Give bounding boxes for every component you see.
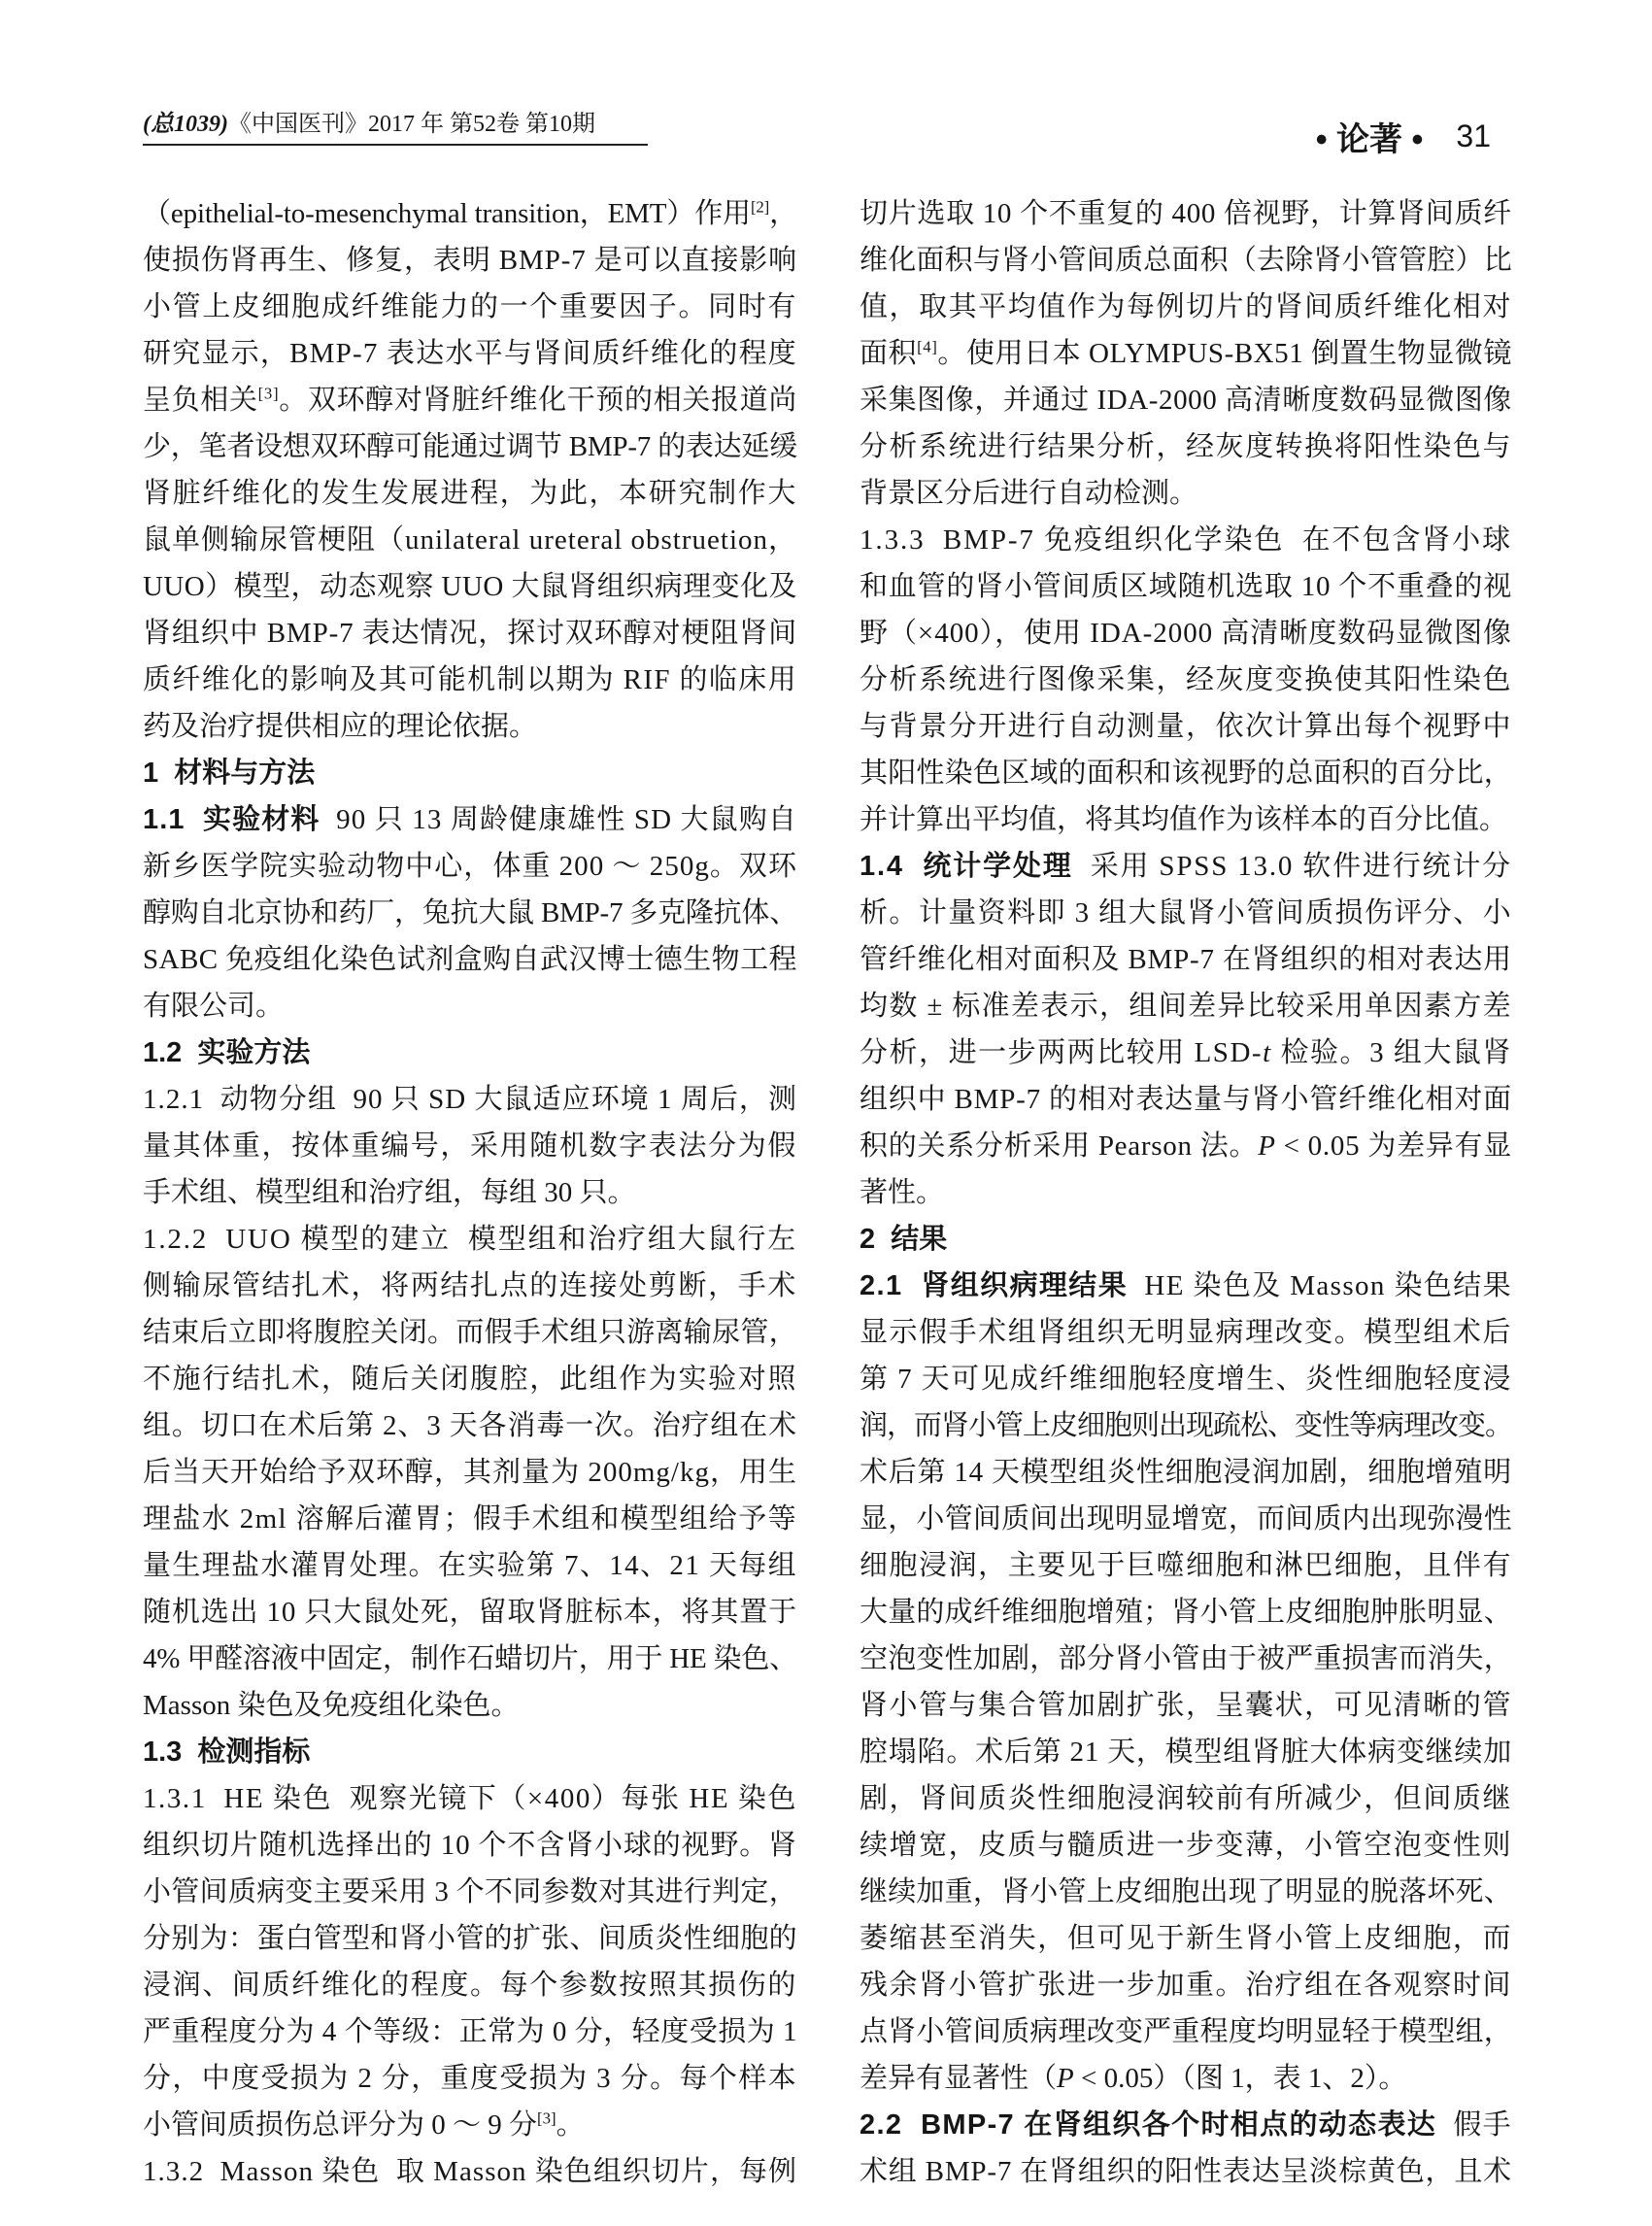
text-line: [143, 470, 797, 517]
text-run: 1.3.2: [143, 2156, 220, 2187]
section-label: • 论著 •: [1315, 120, 1424, 158]
line-text: 润，而肾小管上皮细胞则出现疏松、变性等病理改变。: [860, 1410, 1512, 1441]
line-text: 组织切片随机选择出的 10 个不含肾小球的视野。肾: [143, 1830, 797, 1861]
text-line: [143, 330, 797, 377]
text-run: 模型组和治疗组大鼠行左: [450, 1224, 797, 1255]
text-line: [143, 2102, 797, 2148]
paragraph: [143, 750, 797, 796]
subsection-title: 动物分组: [219, 1084, 337, 1115]
text-line: [143, 1869, 797, 1915]
line-text: 侧输尿管结扎术，将两结扎点的连接处剪断，手术: [143, 1270, 797, 1301]
line-text: [143, 1737, 310, 1768]
section-heading: 1.2 实验方法: [143, 1037, 311, 1068]
line-text: 续增宽，皮质与髓质进一步变薄，小管空泡变性则: [860, 1830, 1512, 1861]
line-text: [143, 804, 797, 835]
line-text: 分析系统进行图像采集，经灰度变换使其阳性染色: [860, 664, 1512, 695]
line-text: 小管间质病变主要采用 3 个不同参数对其进行判定，: [143, 1876, 797, 1907]
paragraph: [860, 190, 1512, 517]
text-line: [860, 1076, 1512, 1123]
text-run: 。双环醇对肾脏纤维化干预的相关报道尚: [279, 385, 797, 416]
line-text: 显，小管间质间出现明显增宽，而间质内出现弥漫性: [860, 1503, 1512, 1535]
text-run: 假手: [1436, 2109, 1512, 2141]
line-text: 小管上皮细胞成纤维能力的一个重要因子。同时有: [143, 291, 797, 322]
line-text: [860, 338, 1512, 369]
running-header: [143, 109, 648, 146]
text-line: [860, 843, 1512, 890]
line-text: 点肾小管间质病理改变严重程度均明显轻于模型组，: [860, 2016, 1512, 2047]
text-line: [860, 2008, 1512, 2055]
line-text: 后当天开始给予双环醇，其剂量为 200mg/kg，用生: [143, 1457, 797, 1488]
line-text: [860, 1224, 947, 1255]
text-line: [860, 1729, 1512, 1775]
line-text: [143, 2109, 585, 2141]
text-line: [143, 2008, 797, 2055]
text-line: [860, 1589, 1512, 1636]
text-line: [860, 2102, 1512, 2148]
paragraph: [860, 1263, 1512, 2102]
text-run: 呈负相关: [143, 385, 258, 416]
text-run: 检验。3 组大鼠肾: [1271, 1037, 1512, 1068]
text-line: [143, 2148, 797, 2195]
line-text: 空泡变性加剧，部分肾小管由于被严重损害而消失，: [860, 1643, 1512, 1674]
line-text: 药及治疗提供相应的理论依据。: [143, 711, 538, 742]
paragraph: [860, 1216, 1512, 1263]
line-text: 4% 甲醛溶液中固定，制作石蜡切片，用于 HE 染色、: [143, 1643, 797, 1674]
text-run: 小管间质损伤总评分为 0 ～ 9 分: [143, 2109, 538, 2141]
text-line: [143, 1589, 797, 1636]
paragraph: [860, 2102, 1512, 2195]
text-line: [860, 377, 1512, 423]
subsection-title: UUO 模型的建立: [225, 1224, 451, 1255]
text-run: 90 只 SD 大鼠适应环境 1 周后，测: [336, 1084, 797, 1115]
text-line: [143, 1123, 797, 1169]
line-text: 量其体重，按体重编号，采用随机数字表法分为假: [143, 1130, 797, 1162]
text-line: [860, 1169, 1512, 1216]
text-line: [143, 1263, 797, 1309]
section-heading: 2 结果: [860, 1224, 948, 1255]
line-text: Masson 染色及免疫组化染色。: [143, 1690, 520, 1721]
text-line: [860, 1636, 1512, 1682]
line-text: 剧，肾间质炎性细胞浸润较前有所减少，但间质继: [860, 1783, 1512, 1814]
line-text: 质纤维化的影响及其可能机制以期为 RIF 的临床用: [143, 664, 797, 695]
paragraph: [143, 2148, 797, 2195]
text-run: 1.3.3: [860, 524, 943, 556]
line-text: 维化面积与肾小管间质总面积（去除肾小管管腔）比: [860, 245, 1512, 276]
text-line: [860, 423, 1512, 470]
text-line: [860, 1775, 1512, 1822]
text-run: 面积: [860, 338, 918, 369]
paragraph: [143, 190, 797, 750]
line-text: 组织中 BMP-7 的相对表达量与肾小管纤维化相对面: [860, 1084, 1512, 1115]
text-line: [860, 1402, 1512, 1449]
paragraph: [143, 1216, 797, 1729]
text-line: [860, 1682, 1512, 1729]
line-text: [143, 1224, 797, 1255]
text-line: [143, 284, 797, 330]
text-line: [143, 1542, 797, 1589]
line-text: 分，中度受损为 2 分，重度受损为 3 分。每个样本: [143, 2063, 797, 2094]
text-line: [143, 1682, 797, 1729]
line-text: 切片选取 10 个不重复的 400 倍视野，计算肾间质纤: [860, 198, 1512, 229]
text-line: [860, 1496, 1512, 1542]
text-line: [143, 1915, 797, 1962]
line-text: 不施行结扎术，随后关闭腹腔，此组作为实验对照: [143, 1364, 797, 1395]
paragraph: [143, 1729, 797, 1775]
line-text: 腔塌陷。术后第 21 天，模型组肾脏大体病变继续加: [860, 1737, 1512, 1768]
page-number: 31: [1456, 118, 1491, 153]
text-line: [860, 1915, 1512, 1962]
text-line: [143, 890, 797, 936]
line-text: 分析系统进行结果分析，经灰度转换将阳性染色与: [860, 431, 1512, 462]
line-text: 显示假手术组肾组织无明显病理改变。模型组术后: [860, 1317, 1512, 1348]
line-text: 手术组、模型组和治疗组，每组 30 只。: [143, 1177, 636, 1208]
line-text: 使损伤肾再生、修复，表明 BMP-7 是可以直接影响: [143, 245, 797, 276]
line-text: 第 7 天可见成纤维细胞轻度增生、炎性细胞轻度浸: [860, 1364, 1512, 1395]
line-text: 严重程度分为 4 个等级：正常为 0 分，轻度受损为 1: [143, 2016, 797, 2047]
line-text: [143, 1783, 797, 1814]
text-line: [143, 610, 797, 657]
line-text: [860, 851, 1512, 882]
line-text: 并计算出平均值，将其均值作为该样本的百分比值。: [860, 804, 1508, 835]
text-line: [860, 983, 1512, 1029]
text-line: [860, 1542, 1512, 1589]
text-line: [860, 190, 1512, 237]
line-text: 均数 ± 标准差表示，组间差异比较采用单因素方差: [860, 991, 1512, 1022]
line-text: 术后第 14 天模型组炎性细胞浸润加剧，细胞增殖明: [860, 1457, 1512, 1488]
section-heading: 1 材料与方法: [143, 758, 316, 789]
line-text: 新乡医学院实验动物中心，体重 200 ～ 250g。双环: [143, 851, 797, 882]
line-text: [143, 758, 315, 789]
text-line: [143, 1822, 797, 1869]
line-text: 少，笔者设想双环醇可能通过调节 BMP-7 的表达延缓: [143, 431, 797, 462]
text-line: [143, 1169, 797, 1216]
text-line: [143, 1356, 797, 1402]
line-text: 著性。: [860, 1177, 945, 1208]
text-line: [860, 1822, 1512, 1869]
line-text: SABC 免疫组化染色试剂盒购自武汉博士德生物工程: [143, 944, 797, 975]
text-line: [143, 1729, 797, 1775]
text-line: [143, 237, 797, 284]
text-line: [860, 237, 1512, 284]
text-line: [860, 2148, 1512, 2195]
issue-tag: (总1039): [143, 112, 228, 137]
line-text: 结束后立即将腹腔关闭。而假手术组只游离输尿管，: [143, 1317, 797, 1348]
text-line: [143, 657, 797, 703]
text-line: [860, 750, 1512, 796]
line-text: [860, 2109, 1512, 2141]
text-line: [860, 1356, 1512, 1402]
line-text: 野（×400），使用 IDA-2000 高清晰度数码显微图像: [860, 618, 1512, 649]
line-text: 浸润、间质纤维化的程度。每个参数按照其损伤的: [143, 1970, 797, 2001]
text-run: 采用 SPSS 13.0 软件进行统计分: [1072, 851, 1512, 882]
paragraph: [143, 796, 797, 1029]
text-line: [143, 1775, 797, 1822]
line-text: 分别为：蛋白管型和肾小管的扩张、间质炎性细胞的: [143, 1923, 797, 1954]
paragraph: [860, 517, 1512, 843]
text-run: 在不包含肾小球: [1284, 524, 1512, 556]
subsection-title: Masson 染色: [219, 2156, 381, 2187]
section-heading: 1.1 实验材料: [143, 804, 320, 835]
line-text: 研究显示，BMP-7 表达水平与肾间质纤维化的程度: [143, 338, 797, 369]
section-heading: 1.3 检测指标: [143, 1737, 311, 1768]
text-line: [860, 1029, 1512, 1076]
text-line: [860, 1216, 1512, 1263]
text-line: [860, 1869, 1512, 1915]
left-column: [143, 190, 797, 2195]
section-heading: 2.1 肾组织病理结果: [860, 1270, 1129, 1301]
text-line: [143, 1962, 797, 2008]
text-line: [860, 1263, 1512, 1309]
text-line: [143, 1496, 797, 1542]
text-run: < 0.05）（图 1，表 1、2）。: [1073, 2063, 1407, 2094]
line-text: 肾小管与集合管加剧扩张，呈囊状，可见清晰的管: [860, 1690, 1512, 1721]
citation-superscript: [3]: [537, 2108, 556, 2128]
paragraph: [143, 1029, 797, 1076]
text-run: 积的关系分析采用 Pearson 法。: [860, 1130, 1259, 1162]
line-text: [143, 385, 797, 416]
italic-variable: P: [1258, 1130, 1276, 1162]
line-text: 肾脏纤维化的发生发展进程，为此，本研究制作大: [143, 478, 797, 509]
line-text: 萎缩甚至消失，但可见于新生肾小管上皮细胞，而: [860, 1923, 1512, 1954]
text-run: 1.2.2: [143, 1224, 226, 1255]
line-text: 鼠单侧输尿管梗阻（unilateral ureteral obstruetion，: [143, 524, 797, 556]
text-run: 观察光镜下（×400）每张 HE 染色: [332, 1783, 797, 1814]
text-run: 差异有显著性（: [860, 2063, 1058, 2094]
text-line: [860, 703, 1512, 750]
subsection-title: HE 染色: [223, 1783, 332, 1814]
line-text: 有限公司。: [143, 991, 285, 1022]
line-text: [860, 2063, 1406, 2094]
text-line: [143, 563, 797, 610]
line-text: 醇购自北京协和药厂，兔抗大鼠 BMP-7 多克隆抗体、: [143, 897, 797, 928]
line-text: 与背景分开进行自动测量，依次计算出每个视野中: [860, 711, 1512, 742]
line-text: 理盐水 2ml 溶解后灌胃；假手术组和模型组给予等: [143, 1503, 797, 1535]
text-line: [860, 1962, 1512, 2008]
line-text: 析。计量资料即 3 组大鼠肾小管间质损伤评分、小: [860, 897, 1512, 928]
text-line: [143, 1309, 797, 1356]
italic-variable: t: [1263, 1037, 1272, 1068]
line-text: [860, 1270, 1512, 1301]
line-text: 组。切口在术后第 2、3 天各消毒一次。治疗组在术: [143, 1410, 797, 1441]
text-line: [143, 796, 797, 843]
text-line: [143, 1449, 797, 1496]
line-text: 肾组织中 BMP-7 表达情况，探讨双环醇对梗阻肾间: [143, 618, 797, 649]
text-line: [860, 936, 1512, 983]
section-heading: 1.4 统计学处理: [860, 851, 1073, 882]
paragraph: [860, 843, 1512, 1216]
text-line: [143, 1076, 797, 1123]
text-line: [143, 377, 797, 423]
journal-issue: 《中国医刊》2017 年 第52卷 第10期: [227, 112, 595, 137]
text-run: 1.3.1: [143, 1783, 224, 1814]
line-text: [860, 524, 1512, 556]
right-column: [860, 190, 1512, 2195]
text-run: （epithelial-to-mesenchymal transition，EMT）作用: [143, 198, 751, 229]
line-text: 细胞浸润，主要见于巨噬细胞和淋巴细胞，且伴有: [860, 1550, 1512, 1581]
text-line: [143, 843, 797, 890]
line-text: UUO）模型，动态观察 UUO 大鼠肾组织病理变化及: [143, 571, 797, 602]
line-text: 管纤维化相对面积及 BMP-7 在肾组织的相对表达用: [860, 944, 1512, 975]
text-run: HE 染色及 Masson 染色结果: [1128, 1270, 1512, 1301]
text-line: [860, 2055, 1512, 2102]
text-line: [143, 2055, 797, 2102]
paragraph: [143, 1775, 797, 2148]
text-line: [143, 936, 797, 983]
text-run: < 0.05 为差异有显: [1275, 1130, 1512, 1162]
text-line: [860, 330, 1512, 377]
text-line: [860, 470, 1512, 517]
text-run: 取 Masson 染色组织切片，每例: [380, 2156, 797, 2187]
text-line: [860, 890, 1512, 936]
text-line: [860, 1449, 1512, 1496]
line-text: [860, 1130, 1512, 1162]
text-line: [143, 703, 797, 750]
line-text: 残余肾小管扩张进一步加重。治疗组在各观察时间: [860, 1970, 1512, 2001]
paragraph: [143, 1076, 797, 1216]
text-line: [860, 517, 1512, 563]
line-text: 和血管的肾小管间质区域随机选取 10 个不重叠的视: [860, 571, 1512, 602]
citation-superscript: [4]: [917, 337, 938, 356]
line-text: 术组 BMP-7 在肾组织的阳性表达呈淡棕黄色，且术: [860, 2156, 1512, 2187]
text-line: [860, 796, 1512, 843]
text-line: [143, 423, 797, 470]
text-line: [143, 983, 797, 1029]
text-line: [860, 657, 1512, 703]
text-line: [143, 750, 797, 796]
text-line: [860, 1123, 1512, 1169]
line-text: [143, 1037, 310, 1068]
text-run: ，: [769, 198, 797, 229]
citation-superscript: [2]: [750, 197, 770, 217]
section-heading: 2.2 BMP-7 在肾组织各个时相点的动态表达: [860, 2109, 1437, 2141]
text-line: [143, 517, 797, 563]
line-text: 采集图像，并通过 IDA-2000 高清晰度数码显微图像: [860, 385, 1512, 416]
citation-superscript: [3]: [257, 384, 280, 403]
line-text: 值，取其平均值作为每例切片的肾间质纤维化相对: [860, 291, 1512, 322]
text-line: [143, 190, 797, 237]
page-header-right: [1316, 115, 1491, 157]
text-line: [143, 1402, 797, 1449]
line-text: 背景区分后进行自动检测。: [860, 478, 1198, 509]
line-text: 继续加重，肾小管上皮细胞出现了明显的脱落坏死、: [860, 1876, 1512, 1907]
italic-variable: P: [1057, 2063, 1074, 2094]
text-run: 。使用日本 OLYMPUS-BX51 倒置生物显微镜: [937, 338, 1512, 369]
text-line: [860, 563, 1512, 610]
text-run: 分析，进一步两两比较用 LSD-: [860, 1037, 1264, 1068]
line-text: [860, 1037, 1512, 1068]
line-text: 大量的成纤维细胞增殖；肾小管上皮细胞肿胀明显、: [860, 1597, 1512, 1628]
text-line: [143, 1636, 797, 1682]
text-line: [860, 284, 1512, 330]
text-line: [860, 1309, 1512, 1356]
text-run: 90 只 13 周龄健康雄性 SD 大鼠购自: [320, 804, 797, 835]
line-text: 随机选出 10 只大鼠处死，留取肾脏标本，将其置于: [143, 1597, 797, 1628]
line-text: [143, 1084, 797, 1115]
text-line: [143, 1029, 797, 1076]
line-text: [143, 198, 797, 229]
line-text: 量生理盐水灌胃处理。在实验第 7、14、21 天每组: [143, 1550, 797, 1581]
text-run: 1.2.1: [143, 1084, 220, 1115]
text-run: 。: [556, 2109, 585, 2141]
line-text: [143, 2156, 797, 2187]
subsection-title: BMP-7 免疫组织化学染色: [942, 524, 1285, 556]
line-text: 其阳性染色区域的面积和该视野的总面积的百分比，: [860, 758, 1512, 789]
text-line: [860, 610, 1512, 657]
text-line: [143, 1216, 797, 1263]
